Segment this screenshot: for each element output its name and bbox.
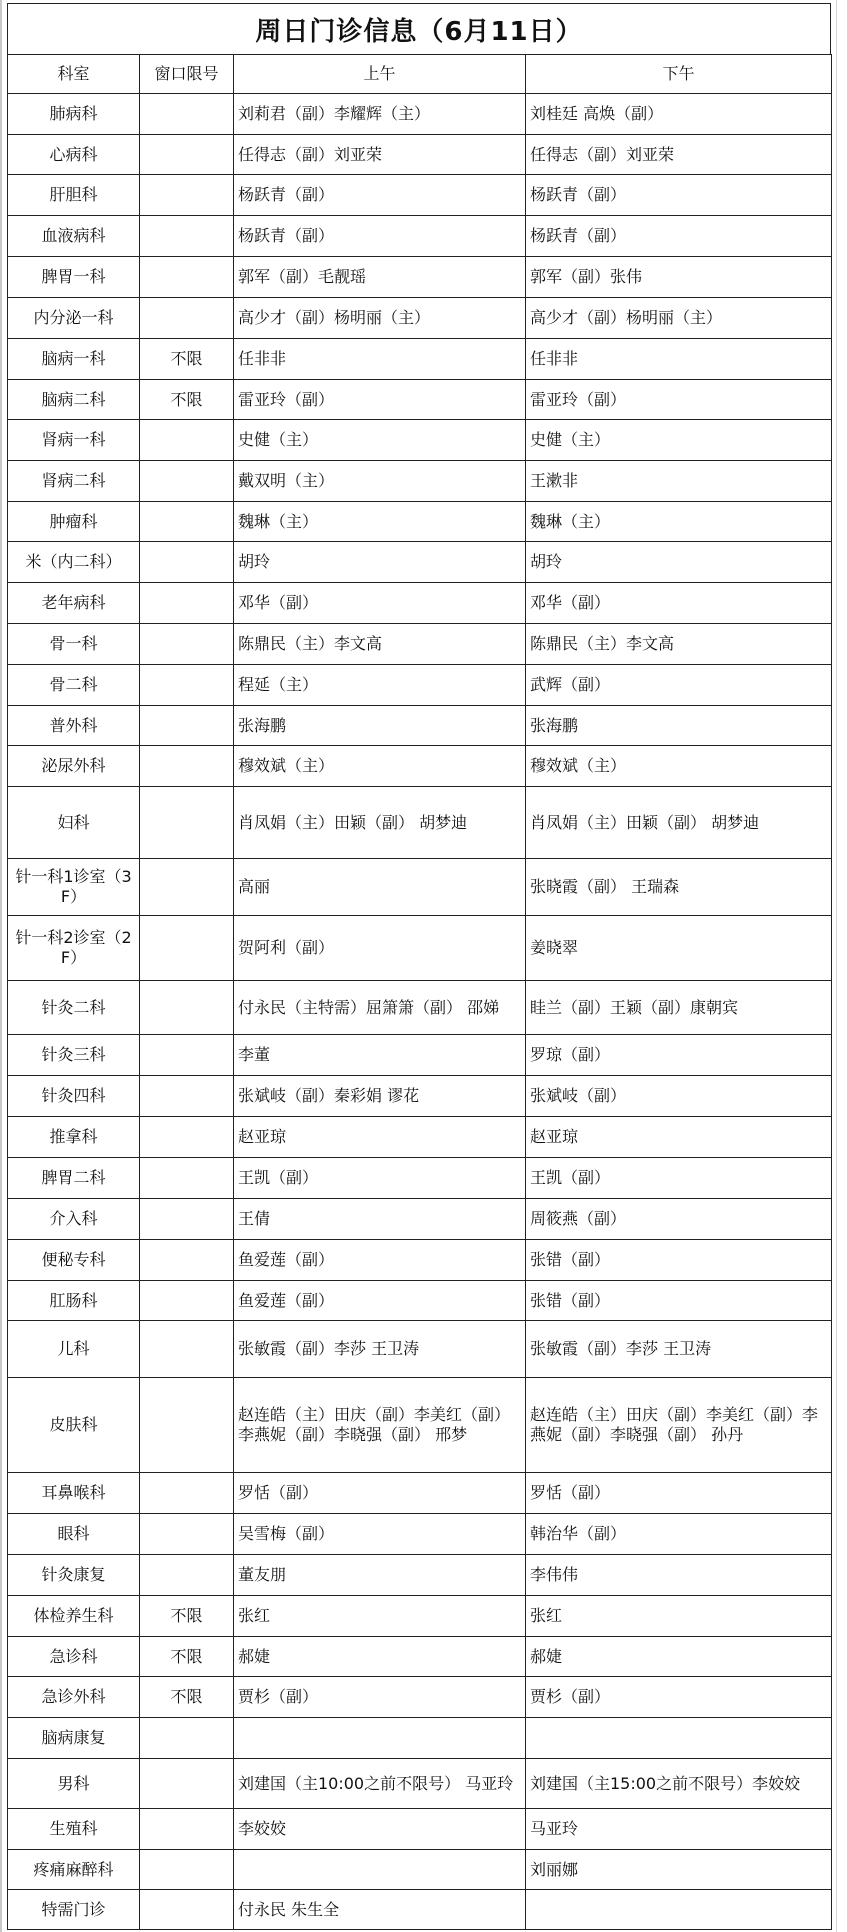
table-row [8, 787, 832, 859]
table-row [8, 502, 832, 542]
table-row [8, 1321, 832, 1378]
table-row [8, 175, 832, 216]
pm-cell: 韩治华（副） [526, 1514, 832, 1555]
dept-cell: 急诊外科 [8, 1677, 140, 1718]
limit-cell [140, 502, 234, 542]
am-cell: 邓华（副） [234, 583, 526, 624]
schedule-rows [8, 94, 832, 1930]
am-cell: 任非非 [234, 339, 526, 380]
limit-cell [140, 706, 234, 746]
dept-cell: 肾病二科 [8, 461, 140, 502]
am-cell: 杨跃青（副） [234, 175, 526, 216]
pm-cell: 肖凤娟（主）田颖（副） 胡梦迪 [526, 787, 832, 859]
table-row [8, 94, 832, 135]
table-row [8, 1677, 832, 1718]
am-cell: 张斌岐（副）秦彩娟 谬花 [234, 1076, 526, 1117]
table-row [8, 298, 832, 339]
limit-cell [140, 787, 234, 859]
table-row [8, 1637, 832, 1677]
table-row [8, 1199, 832, 1240]
limit-cell: 不限 [140, 1637, 234, 1677]
am-cell: 李姣姣 [234, 1809, 526, 1850]
limit-cell [140, 175, 234, 216]
table-row [8, 706, 832, 746]
dept-cell: 介入科 [8, 1199, 140, 1240]
pm-cell: 王漱非 [526, 461, 832, 502]
limit-cell [140, 1514, 234, 1555]
limit-cell [140, 542, 234, 583]
am-cell: 张敏霞（副）李莎 王卫涛 [234, 1321, 526, 1378]
dept-cell: 男科 [8, 1759, 140, 1809]
dept-cell: 血液病科 [8, 216, 140, 257]
table-row [8, 665, 832, 706]
header-pm: 下午 [526, 55, 832, 94]
limit-cell [140, 746, 234, 787]
am-cell: 杨跃青（副） [234, 216, 526, 257]
pm-cell: 贾杉（副） [526, 1677, 832, 1718]
am-cell: 赵连皓（主）田庆（副）李美红（副）李燕妮（副）李晓强（副） 邢梦 [234, 1378, 526, 1473]
pm-cell: 高少才（副）杨明丽（主） [526, 298, 832, 339]
table-row [8, 1035, 832, 1076]
am-cell: 李董 [234, 1035, 526, 1076]
table-row [8, 1240, 832, 1281]
sheet-right-edge [836, 0, 837, 1932]
dept-cell: 生殖科 [8, 1809, 140, 1850]
am-cell: 刘建国（主10:00之前不限号） 马亚玲 [234, 1759, 526, 1809]
am-cell: 王凯（副） [234, 1158, 526, 1199]
am-cell: 郝婕 [234, 1637, 526, 1677]
dept-cell: 特需门诊 [8, 1890, 140, 1930]
pm-cell: 马亚玲 [526, 1809, 832, 1850]
pm-cell: 周筱燕（副） [526, 1199, 832, 1240]
table-row [8, 257, 832, 298]
dept-cell: 脾胃二科 [8, 1158, 140, 1199]
table-row [8, 135, 832, 175]
dept-cell: 心病科 [8, 135, 140, 175]
dept-cell: 体检养生科 [8, 1596, 140, 1637]
table-row [8, 1809, 832, 1850]
limit-cell [140, 1158, 234, 1199]
table-row [8, 339, 832, 380]
am-cell: 付永民（主特需）屈箫箫（副） 邵娣 [234, 981, 526, 1035]
am-cell: 罗恬（副） [234, 1473, 526, 1514]
table-row [8, 1378, 832, 1473]
table-row [8, 1514, 832, 1555]
dept-cell: 脑病康复 [8, 1718, 140, 1759]
dept-cell: 骨二科 [8, 665, 140, 706]
am-cell: 肖凤娟（主）田颖（副） 胡梦迪 [234, 787, 526, 859]
limit-cell [140, 257, 234, 298]
pm-cell: 魏琳（主） [526, 502, 832, 542]
pm-cell: 杨跃青（副） [526, 216, 832, 257]
dept-cell: 耳鼻喉科 [8, 1473, 140, 1514]
dept-cell: 针灸康复 [8, 1555, 140, 1596]
limit-cell [140, 298, 234, 339]
limit-cell [140, 1378, 234, 1473]
am-cell: 王倩 [234, 1199, 526, 1240]
table-row [8, 1555, 832, 1596]
table-row [8, 1281, 832, 1321]
table-row [8, 1158, 832, 1199]
page-title: 周日门诊信息（6月11日） [7, 3, 831, 54]
am-cell: 吴雪梅（副） [234, 1514, 526, 1555]
limit-cell [140, 1035, 234, 1076]
pm-cell: 张红 [526, 1596, 832, 1637]
limit-cell [140, 583, 234, 624]
dept-cell: 米（内二科） [8, 542, 140, 583]
dept-cell: 针灸三科 [8, 1035, 140, 1076]
dept-cell: 脑病一科 [8, 339, 140, 380]
pm-cell: 郭军（副）张伟 [526, 257, 832, 298]
pm-cell: 史健（主） [526, 420, 832, 461]
table-row [8, 1117, 832, 1158]
limit-cell [140, 1076, 234, 1117]
dept-cell: 便秘专科 [8, 1240, 140, 1281]
am-cell: 程延（主） [234, 665, 526, 706]
pm-cell: 陈鼎民（主）李文高 [526, 624, 832, 665]
am-cell: 刘莉君（副）李耀辉（主） [234, 94, 526, 135]
limit-cell [140, 1199, 234, 1240]
am-cell: 雷亚玲（副） [234, 380, 526, 420]
table-row [8, 624, 832, 665]
schedule-table [7, 54, 832, 1930]
limit-cell: 不限 [140, 339, 234, 380]
am-cell: 郭军（副）毛靓瑶 [234, 257, 526, 298]
limit-cell [140, 1809, 234, 1850]
pm-cell: 王凯（副） [526, 1158, 832, 1199]
limit-cell [140, 981, 234, 1035]
dept-cell: 肿瘤科 [8, 502, 140, 542]
pm-cell: 张错（副） [526, 1281, 832, 1321]
sheet-left-edge [0, 0, 2, 1932]
pm-cell: 任非非 [526, 339, 832, 380]
pm-cell: 眭兰（副）王颖（副）康朝宾 [526, 981, 832, 1035]
pm-cell: 邓华（副） [526, 583, 832, 624]
dept-cell: 肝胆科 [8, 175, 140, 216]
am-cell: 戴双明（主） [234, 461, 526, 502]
pm-cell: 刘桂廷 高焕（副） [526, 94, 832, 135]
table-row [8, 916, 832, 981]
am-cell: 穆效斌（主） [234, 746, 526, 787]
limit-cell [140, 1718, 234, 1759]
dept-cell: 针一科1诊室（3F） [8, 859, 140, 916]
header-am: 上午 [234, 55, 526, 94]
am-cell: 陈鼎民（主）李文高 [234, 624, 526, 665]
limit-cell [140, 1117, 234, 1158]
limit-cell [140, 1555, 234, 1596]
table-row [8, 1596, 832, 1637]
am-cell [234, 1850, 526, 1890]
dept-cell: 急诊科 [8, 1637, 140, 1677]
dept-cell: 妇科 [8, 787, 140, 859]
table-row [8, 1718, 832, 1759]
header-row [8, 55, 832, 94]
am-cell: 史健（主） [234, 420, 526, 461]
table-row [8, 216, 832, 257]
limit-cell: 不限 [140, 1596, 234, 1637]
dept-cell: 脑病二科 [8, 380, 140, 420]
am-cell: 赵亚琼 [234, 1117, 526, 1158]
pm-cell: 胡玲 [526, 542, 832, 583]
am-cell: 贾杉（副） [234, 1677, 526, 1718]
pm-cell: 赵亚琼 [526, 1117, 832, 1158]
table-row [8, 542, 832, 583]
am-cell: 高少才（副）杨明丽（主） [234, 298, 526, 339]
pm-cell: 张晓霞（副） 王瑞森 [526, 859, 832, 916]
table-row [8, 1890, 832, 1930]
dept-cell: 老年病科 [8, 583, 140, 624]
limit-cell [140, 420, 234, 461]
am-cell: 鱼爱莲（副） [234, 1240, 526, 1281]
pm-cell: 武辉（副） [526, 665, 832, 706]
am-cell: 贺阿利（副） [234, 916, 526, 981]
am-cell: 胡玲 [234, 542, 526, 583]
dept-cell: 肾病一科 [8, 420, 140, 461]
limit-cell [140, 665, 234, 706]
limit-cell [140, 624, 234, 665]
pm-cell: 姜晓翠 [526, 916, 832, 981]
limit-cell [140, 916, 234, 981]
limit-cell [140, 859, 234, 916]
dept-cell: 推拿科 [8, 1117, 140, 1158]
am-cell: 鱼爱莲（副） [234, 1281, 526, 1321]
dept-cell: 骨一科 [8, 624, 140, 665]
dept-cell: 脾胃一科 [8, 257, 140, 298]
table-row [8, 1759, 832, 1809]
header-limit: 窗口限号 [140, 55, 234, 94]
dept-cell: 疼痛麻醉科 [8, 1850, 140, 1890]
pm-cell: 刘建国（主15:00之前不限号）李姣姣 [526, 1759, 832, 1809]
limit-cell [140, 1759, 234, 1809]
limit-cell: 不限 [140, 1677, 234, 1718]
limit-cell [140, 94, 234, 135]
am-cell: 张海鹏 [234, 706, 526, 746]
am-cell: 董友朋 [234, 1555, 526, 1596]
dept-cell: 泌尿外科 [8, 746, 140, 787]
pm-cell: 雷亚玲（副） [526, 380, 832, 420]
limit-cell [140, 1890, 234, 1930]
pm-cell: 穆效斌（主） [526, 746, 832, 787]
am-cell: 张红 [234, 1596, 526, 1637]
pm-cell: 任得志（副）刘亚荣 [526, 135, 832, 175]
pm-cell: 张错（副） [526, 1240, 832, 1281]
pm-cell: 张海鹏 [526, 706, 832, 746]
table-row [8, 981, 832, 1035]
limit-cell [140, 1850, 234, 1890]
table-row [8, 859, 832, 916]
dept-cell: 普外科 [8, 706, 140, 746]
am-cell [234, 1718, 526, 1759]
dept-cell: 针一科2诊室（2F） [8, 916, 140, 981]
limit-cell [140, 216, 234, 257]
limit-cell [140, 135, 234, 175]
pm-cell: 郝婕 [526, 1637, 832, 1677]
am-cell: 魏琳（主） [234, 502, 526, 542]
limit-cell [140, 1473, 234, 1514]
limit-cell [140, 461, 234, 502]
pm-cell: 张敏霞（副）李莎 王卫涛 [526, 1321, 832, 1378]
table-row [8, 1473, 832, 1514]
dept-cell: 儿科 [8, 1321, 140, 1378]
pm-cell: 罗琼（副） [526, 1035, 832, 1076]
pm-cell: 张斌岐（副） [526, 1076, 832, 1117]
limit-cell [140, 1281, 234, 1321]
pm-cell: 刘丽娜 [526, 1850, 832, 1890]
am-cell: 任得志（副）刘亚荣 [234, 135, 526, 175]
table-row [8, 420, 832, 461]
table-row [8, 1076, 832, 1117]
pm-cell: 罗恬（副） [526, 1473, 832, 1514]
pm-cell: 杨跃青（副） [526, 175, 832, 216]
dept-cell: 皮肤科 [8, 1378, 140, 1473]
dept-cell: 眼科 [8, 1514, 140, 1555]
dept-cell: 针灸二科 [8, 981, 140, 1035]
table-row [8, 380, 832, 420]
limit-cell: 不限 [140, 380, 234, 420]
dept-cell: 针灸四科 [8, 1076, 140, 1117]
dept-cell: 肺病科 [8, 94, 140, 135]
pm-cell [526, 1890, 832, 1930]
limit-cell [140, 1321, 234, 1378]
header-dept: 科室 [8, 55, 140, 94]
table-row [8, 1850, 832, 1890]
pm-cell: 李伟伟 [526, 1555, 832, 1596]
table-row [8, 583, 832, 624]
pm-cell [526, 1718, 832, 1759]
pm-cell: 赵连皓（主）田庆（副）李美红（副）李燕妮（副）李晓强（副） 孙丹 [526, 1378, 832, 1473]
table-row [8, 461, 832, 502]
am-cell: 付永民 朱生全 [234, 1890, 526, 1930]
dept-cell: 内分泌一科 [8, 298, 140, 339]
am-cell: 高丽 [234, 859, 526, 916]
limit-cell [140, 1240, 234, 1281]
table-row [8, 746, 832, 787]
dept-cell: 肛肠科 [8, 1281, 140, 1321]
